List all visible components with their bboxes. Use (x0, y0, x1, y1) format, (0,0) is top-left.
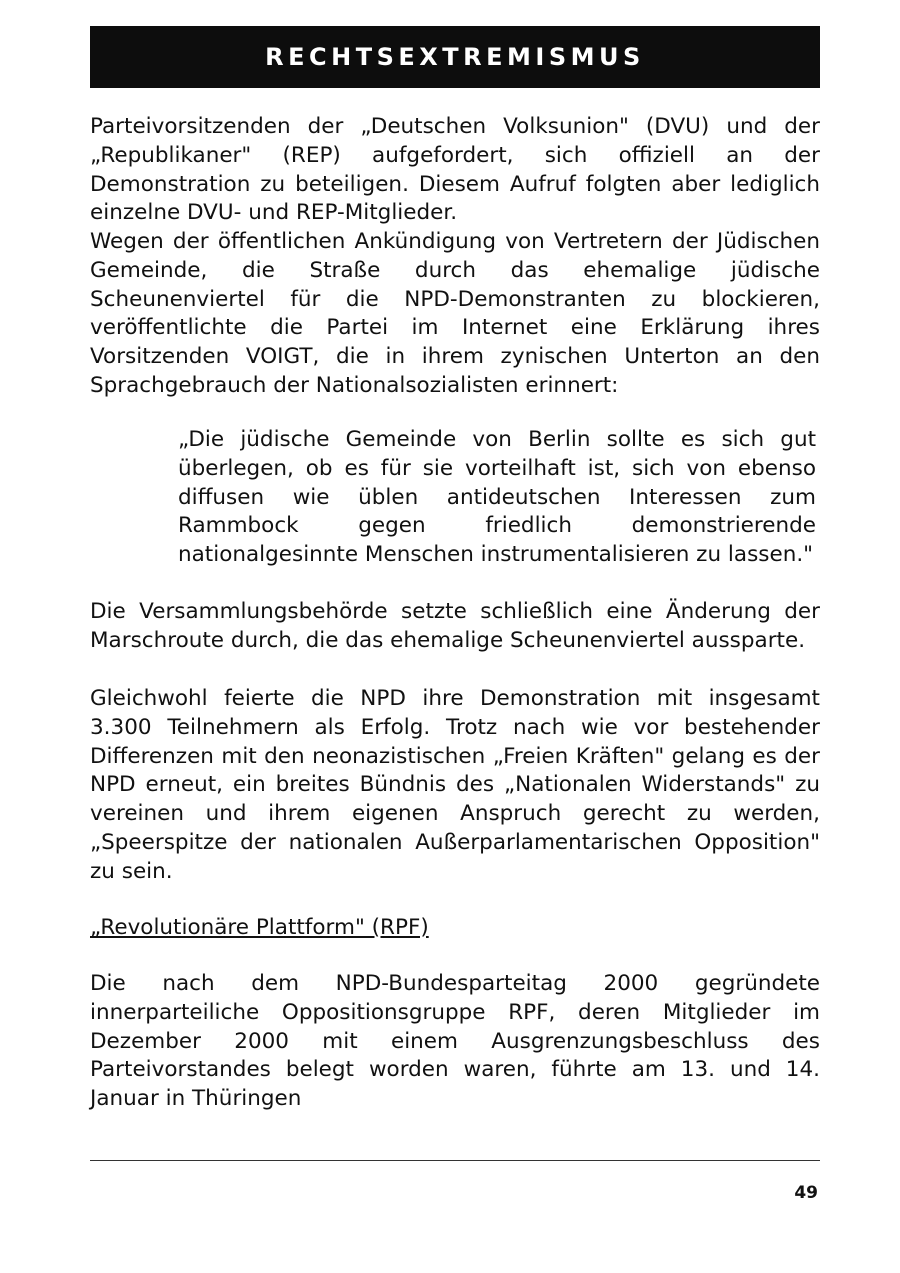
paragraph-dvu-rep: Parteivorsitzenden der „Deutschen Volksunion" (DVU) und der „Republikaner" (REP) aufgefordert, sich offiziell an der Demonstration zu beteiligen. Diesem Aufruf folgten aber lediglich einzelne DVU- und REP-Mitglieder. (90, 114, 820, 226)
paragraph-juedische-gemeinde: Wegen der öffentlichen Ankündigung von Vertretern der Jüdischen Gemeinde, die Straße durch das ehemalige jüdische Scheunenviertel für die NPD-Demonstranten zu blockieren, veröffentlichte die Partei im Internet eine Erklärung ihres Vorsitzenden VOIGT, die in ihrem zynischen Unterton an den Sprachgebrauch der Nationalsozialisten erinnert: (90, 229, 820, 398)
paragraph-rpf: Die nach dem NPD-Bundesparteitag 2000 gegründete innerparteiliche Oppositionsgruppe RPF, deren Mitglieder im Dezember 2000 mit einem Ausgrenzungsbeschluss des Parteivorstandes belegt worden waren, führte am 13. und 14. Januar in Thüringen (90, 971, 820, 1112)
block-quote-voigt: „Die jüdische Gemeinde von Berlin sollte es sich gut überlegen, ob es für sie vorteilhaft ist, sich von ebenso diffusen wie üblen antideutschen Interessen zum Rammbock gegen friedlich demonstrierende nationalgesinnte Menschen instrumentalisieren zu lassen." (178, 427, 816, 568)
footer-divider (90, 1160, 820, 1161)
page-number: 49 (794, 1183, 818, 1203)
paragraph-versammlungsbehoerde: Die Versammlungsbehörde setzte schließlich eine Änderung der Marschroute durch, die das ehemalige Scheunenviertel aussparte. (90, 599, 820, 653)
chapter-header (90, 26, 820, 88)
paragraph-demonstration-erfolg: Gleichwohl feierte die NPD ihre Demonstration mit insgesamt 3.300 Teilnehmern als Erfolg. Trotz nach wie vor bestehender Differenzen mit den neonazistischen „Freien Kräften" gelang es der NPD erneut, ein breites Bündnis des „Nationalen Widerstands" zu vereinen und ihrem eigenen Anspruch gerecht zu werden, „Speerspitze der nationalen Außerparlamentarischen Opposition" zu sein. (90, 686, 820, 884)
chapter-title: RECHTSEXTREMISMUS (265, 43, 645, 71)
section-heading-rpf: „Revolutionäre Plattform" (RPF) (90, 915, 429, 940)
